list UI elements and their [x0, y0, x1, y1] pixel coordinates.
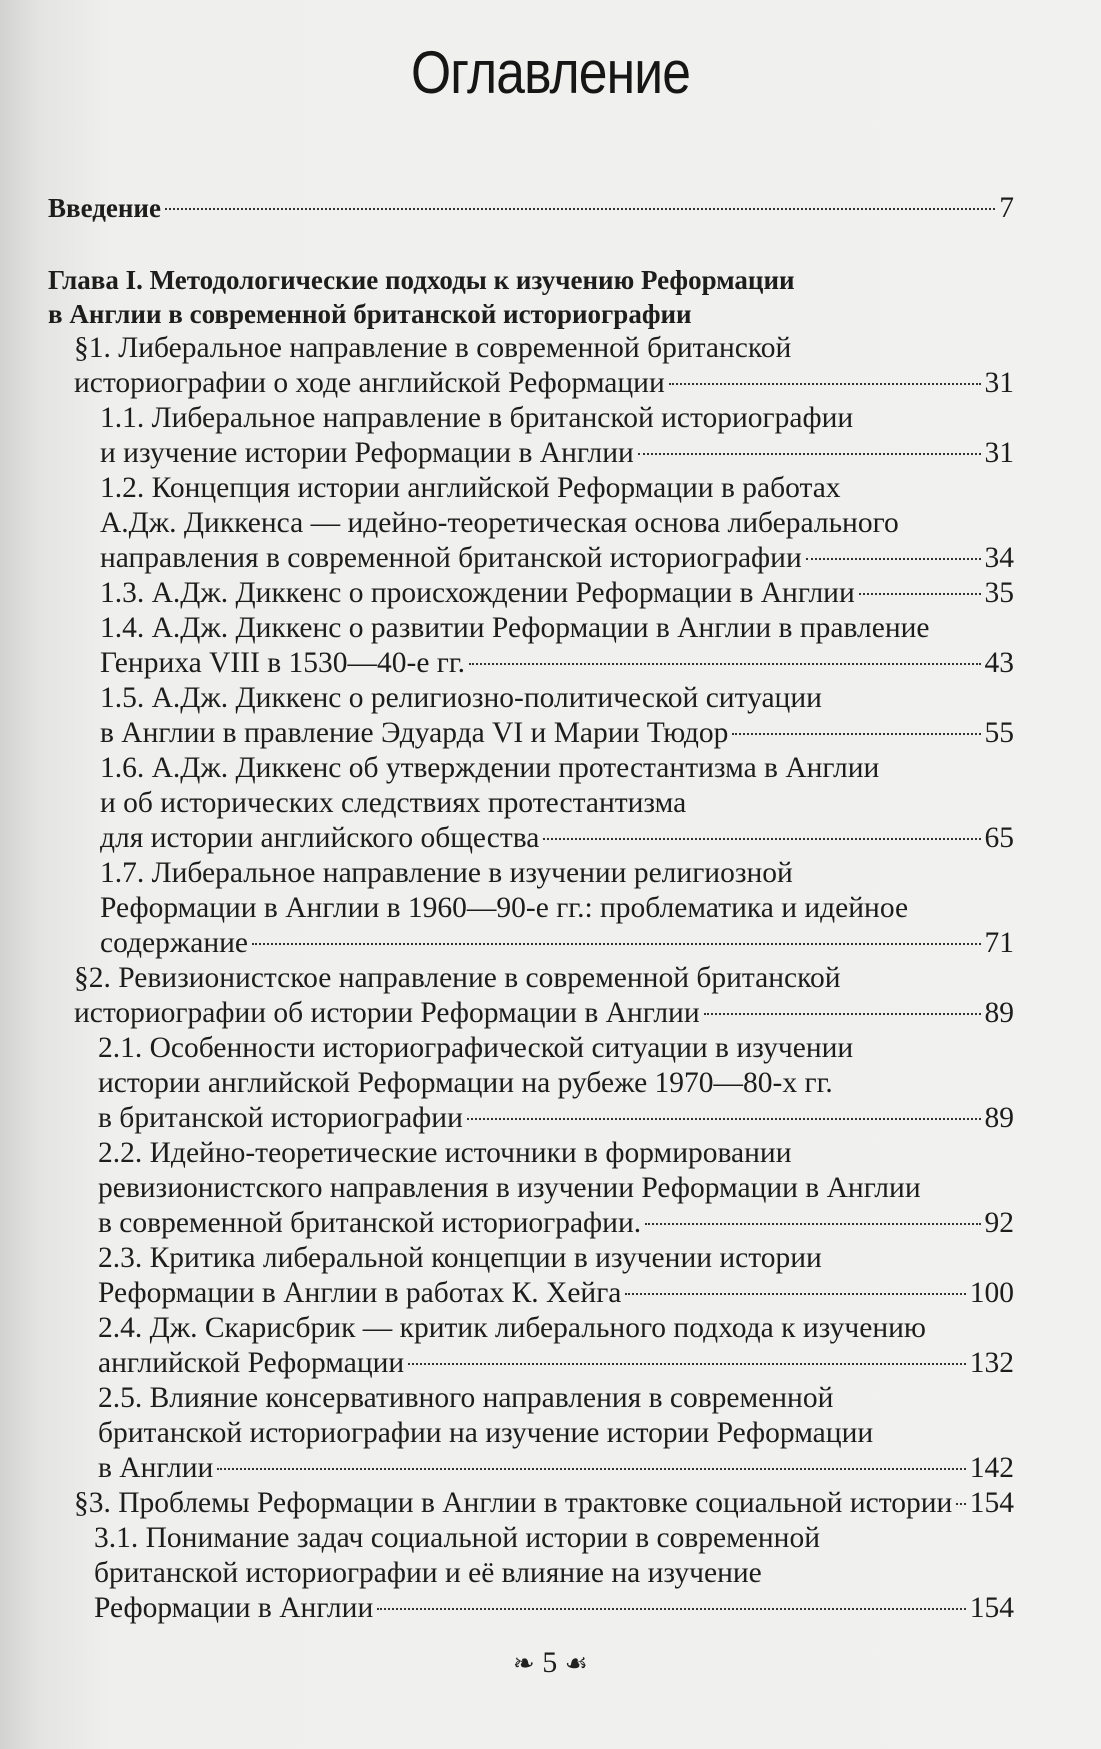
toc-page-number: 154	[969, 1487, 1014, 1519]
toc-entry-line: Реформации в Англии в 1960—90-е гг.: проблематика и идейное	[100, 892, 909, 924]
chapter-heading-line1: Глава I. Методологические подходы к изучению Реформации	[48, 265, 795, 295]
dot-leader	[377, 1608, 966, 1610]
toc-entry-line: британской историографии и её влияние на изучение	[94, 1557, 762, 1589]
dot-leader	[469, 663, 980, 665]
toc-page-number: 100	[969, 1277, 1014, 1309]
chapter-heading-line2: в Англии в современной британской историографии	[48, 299, 692, 329]
dot-leader	[543, 838, 980, 840]
toc-page-number: 34	[984, 542, 1014, 574]
toc-page-number: 92	[984, 1207, 1014, 1239]
toc-page-number: 65	[984, 822, 1014, 854]
toc-entry-2-1[interactable]	[98, 1100, 1014, 1136]
ornament-right-icon: ☙	[564, 1649, 589, 1679]
page-number: 5	[542, 1646, 558, 1679]
toc-entry-line: и об исторических следствиях протестантизма	[100, 787, 687, 819]
toc-entry-label: в современной британской историографии.	[98, 1207, 642, 1239]
toc-page-number: 89	[984, 1102, 1014, 1134]
toc-page-number: 132	[969, 1347, 1014, 1379]
toc-entry-line: 1.4. А.Дж. Диккенс о развитии Реформации в Англии в правление	[100, 612, 930, 644]
toc-entry-1-4[interactable]	[100, 645, 1014, 681]
toc-entry-label: направления в современной британской историографии	[100, 542, 802, 574]
toc-entry-2-2[interactable]	[98, 1205, 1014, 1241]
toc-entry-label: историографии о ходе английской Реформации	[74, 367, 665, 399]
toc-entry-label: в Англии в правление Эдуарда VI и Марии Тюдор	[100, 717, 729, 749]
toc-entry-label: 1.3. А.Дж. Диккенс о происхождении Реформации в Англии	[100, 577, 855, 609]
toc-entry-1-1[interactable]	[100, 435, 1014, 471]
toc-entry-1-3[interactable]	[100, 575, 1014, 611]
dot-leader	[467, 1118, 981, 1120]
toc-page-number: 89	[984, 997, 1014, 1029]
toc-entry-label: историографии об истории Реформации в Англии	[74, 997, 700, 1029]
toc-page-number: 43	[984, 647, 1014, 679]
toc-page-number: 35	[984, 577, 1014, 609]
toc-page-number: 31	[984, 367, 1014, 399]
dot-leader	[704, 1013, 981, 1015]
dot-leader	[217, 1468, 965, 1470]
toc-entry-label: Реформации в Англии	[94, 1592, 374, 1624]
toc-entry-label: содержание	[100, 927, 248, 959]
toc-page-number: 154	[969, 1592, 1014, 1624]
page-title: Оглавление	[410, 39, 691, 106]
dot-leader	[625, 1293, 965, 1295]
toc-entry-label: Генриха VIII в 1530—40-е гг.	[100, 647, 466, 679]
toc-entry-line: 2.5. Влияние консервативного направления в современной	[98, 1382, 834, 1414]
toc-entry-1[interactable]	[74, 365, 1014, 401]
toc-entry-intro[interactable]	[48, 190, 1014, 226]
toc-entry-line: 1.6. А.Дж. Диккенс об утверждении протестантизма в Англии	[100, 752, 880, 784]
toc-entry-line: 2.2. Идейно-теоретические источники в формировании	[98, 1137, 792, 1169]
toc-entry-label: и изучение истории Реформации в Англии	[100, 437, 634, 469]
toc-page-number: 31	[984, 437, 1014, 469]
toc-entry-line: 1.2. Концепция истории английской Реформации в работах	[100, 472, 841, 504]
dot-leader	[638, 453, 981, 455]
toc-entry-label: для истории английского общества	[100, 822, 540, 854]
toc-entry-line: 1.5. А.Дж. Диккенс о религиозно-политической ситуации	[100, 682, 822, 714]
toc-entry-1-7[interactable]	[100, 925, 1014, 961]
toc-entry-2-3[interactable]	[98, 1275, 1014, 1311]
toc-entry-line: 3.1. Понимание задач социальной истории в современной	[94, 1522, 821, 1554]
dot-leader	[165, 208, 995, 210]
toc-entry-label: §3. Проблемы Реформации в Англии в трактовке социальной истории	[74, 1487, 953, 1519]
toc-page-number: 55	[984, 717, 1014, 749]
toc-entry-line: британской историографии на изучение истории Реформации	[98, 1417, 874, 1449]
toc-entry-1-2[interactable]	[100, 540, 1014, 576]
toc-page-number: 7	[999, 192, 1014, 224]
dot-leader	[806, 558, 981, 560]
toc-entry-2-4[interactable]	[98, 1345, 1014, 1381]
toc-entry-1-5[interactable]	[100, 715, 1014, 751]
toc-entry-line: §2. Ревизионистское направление в современной британской	[74, 962, 841, 994]
toc-entry-line: 1.7. Либеральное направление в изучении религиозной	[100, 857, 793, 889]
toc-entry-3-1[interactable]	[94, 1590, 1014, 1626]
toc-entry-line: 2.1. Особенности историографической ситуации в изучении	[98, 1032, 854, 1064]
toc-entry-line: 1.1. Либеральное направление в британской историографии	[100, 402, 854, 434]
toc-entry-label: Введение	[48, 193, 161, 223]
page-footer	[0, 1646, 1101, 1680]
toc-entry-line: 2.4. Дж. Скарисбрик — критик либерального подхода к изучению	[98, 1312, 926, 1344]
toc-entry-label: английской Реформации	[98, 1347, 405, 1379]
toc-entry-line: 2.3. Критика либеральной концепции в изучении истории	[98, 1242, 822, 1274]
toc-entry-label: Реформации в Англии в работах К. Хейга	[98, 1277, 622, 1309]
toc-entry-label: в британской историографии	[98, 1102, 463, 1134]
ornament-left-icon: ❧	[512, 1649, 535, 1679]
toc-entry-line: истории английской Реформации на рубеже 1970—80-х гг.	[98, 1067, 833, 1099]
toc-entry-label: в Англии	[98, 1452, 214, 1484]
toc-entry-2-5[interactable]	[98, 1450, 1014, 1486]
dot-leader	[645, 1223, 980, 1225]
dot-leader	[859, 593, 981, 595]
toc-page-number: 142	[969, 1452, 1014, 1484]
dot-leader	[732, 733, 980, 735]
toc-entry-2[interactable]	[74, 995, 1014, 1031]
toc-entry-line: А.Дж. Диккенса — идейно-теоретическая основа либерального	[100, 507, 899, 539]
toc-entry-1-6[interactable]	[100, 820, 1014, 856]
dot-leader	[669, 383, 981, 385]
toc-entry-3[interactable]	[74, 1485, 1014, 1521]
dot-leader	[956, 1503, 965, 1505]
toc-page-number: 71	[984, 927, 1014, 959]
toc-entry-line: ревизионистского направления в изучении Реформации в Англии	[98, 1172, 921, 1204]
dot-leader	[408, 1363, 966, 1365]
toc-entry-line: §1. Либеральное направление в современной британской	[74, 332, 792, 364]
dot-leader	[252, 943, 981, 945]
